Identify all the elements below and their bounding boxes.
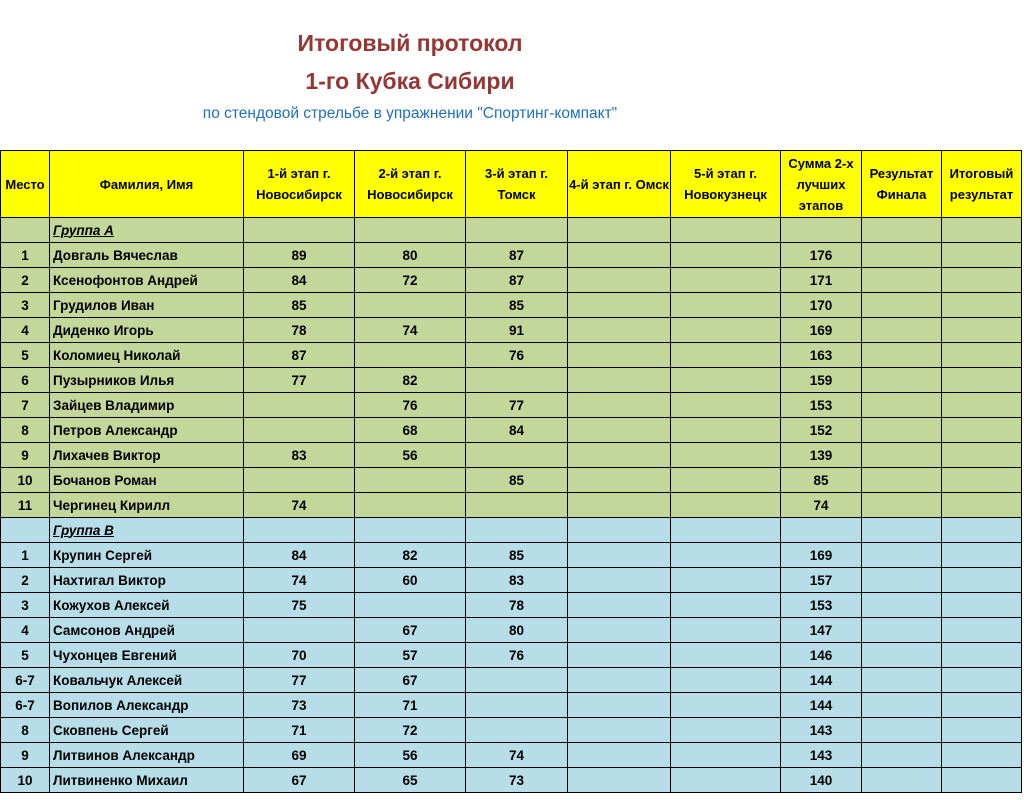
stage4-cell[interactable] <box>568 343 671 368</box>
place-cell[interactable]: 3 <box>1 293 50 318</box>
stage3-cell[interactable]: 85 <box>466 543 568 568</box>
stage3-cell[interactable] <box>466 693 568 718</box>
sum-cell[interactable]: 153 <box>781 393 862 418</box>
stage5-cell[interactable] <box>671 343 781 368</box>
stage5-cell[interactable] <box>671 718 781 743</box>
stage2-cell[interactable] <box>355 293 466 318</box>
stage3-cell[interactable]: 87 <box>466 268 568 293</box>
place-cell[interactable]: 1 <box>1 243 50 268</box>
empty-cell[interactable] <box>355 518 466 543</box>
stage2-cell[interactable] <box>355 468 466 493</box>
total-cell[interactable] <box>942 418 1022 443</box>
place-cell[interactable]: 9 <box>1 443 50 468</box>
col-header-stage4[interactable]: 4-й этап г. Омск <box>568 151 671 218</box>
final-cell[interactable] <box>862 393 942 418</box>
stage5-cell[interactable] <box>671 768 781 793</box>
stage3-cell[interactable] <box>466 368 568 393</box>
final-cell[interactable] <box>862 743 942 768</box>
stage3-cell[interactable]: 91 <box>466 318 568 343</box>
stage3-cell[interactable]: 73 <box>466 768 568 793</box>
empty-cell[interactable] <box>355 218 466 243</box>
stage5-cell[interactable] <box>671 293 781 318</box>
stage4-cell[interactable] <box>568 268 671 293</box>
stage1-cell[interactable]: 78 <box>244 318 355 343</box>
stage4-cell[interactable] <box>568 668 671 693</box>
results-table <box>0 150 1022 793</box>
table-row <box>1 718 1022 743</box>
stage2-cell[interactable] <box>355 493 466 518</box>
group-label-cell[interactable] <box>50 518 244 543</box>
col-header-total[interactable]: Итоговый результат <box>942 151 1022 218</box>
empty-cell[interactable] <box>1 518 50 543</box>
stage2-cell[interactable]: 72 <box>355 718 466 743</box>
total-cell[interactable] <box>942 668 1022 693</box>
stage4-cell[interactable] <box>568 643 671 668</box>
sum-cell[interactable]: 139 <box>781 443 862 468</box>
total-cell[interactable] <box>942 393 1022 418</box>
stage1-cell[interactable]: 77 <box>244 668 355 693</box>
stage5-cell[interactable] <box>671 393 781 418</box>
table-row <box>1 368 1022 393</box>
empty-cell[interactable] <box>671 218 781 243</box>
empty-cell[interactable] <box>942 518 1022 543</box>
final-cell[interactable] <box>862 368 942 393</box>
group-label-cell[interactable] <box>50 218 244 243</box>
group-label: Группа А <box>53 222 114 238</box>
name-cell[interactable]: Ксенофонтов Андрей <box>50 268 244 293</box>
name-cell[interactable]: Кожухов Алексей <box>50 593 244 618</box>
place-cell[interactable]: 8 <box>1 418 50 443</box>
sum-cell[interactable]: 169 <box>781 543 862 568</box>
sum-cell[interactable]: 146 <box>781 643 862 668</box>
title-block <box>0 0 1024 150</box>
table-body <box>1 218 1022 793</box>
stage2-cell[interactable]: 67 <box>355 668 466 693</box>
final-cell[interactable] <box>862 643 942 668</box>
stage3-cell[interactable] <box>466 718 568 743</box>
sum-cell[interactable]: 143 <box>781 718 862 743</box>
table-row <box>1 343 1022 368</box>
final-cell[interactable] <box>862 418 942 443</box>
total-cell[interactable] <box>942 568 1022 593</box>
stage4-cell[interactable] <box>568 443 671 468</box>
empty-cell[interactable] <box>568 518 671 543</box>
table-row <box>1 693 1022 718</box>
final-cell[interactable] <box>862 543 942 568</box>
name-cell[interactable]: Лихачев Виктор <box>50 443 244 468</box>
name-cell[interactable]: Грудилов Иван <box>50 293 244 318</box>
place-cell[interactable]: 10 <box>1 768 50 793</box>
empty-cell[interactable] <box>862 518 942 543</box>
sum-cell[interactable]: 144 <box>781 668 862 693</box>
stage4-cell[interactable] <box>568 768 671 793</box>
name-cell[interactable]: Зайцев Владимир <box>50 393 244 418</box>
place-cell[interactable]: 7 <box>1 393 50 418</box>
stage4-cell[interactable] <box>568 543 671 568</box>
final-cell[interactable] <box>862 293 942 318</box>
stage4-cell[interactable] <box>568 393 671 418</box>
total-cell[interactable] <box>942 318 1022 343</box>
empty-cell[interactable] <box>568 218 671 243</box>
col-header-sum[interactable]: Сумма 2-х лучших этапов <box>781 151 862 218</box>
empty-cell[interactable] <box>244 518 355 543</box>
empty-cell[interactable] <box>244 218 355 243</box>
place-cell[interactable]: 2 <box>1 268 50 293</box>
stage2-cell[interactable]: 60 <box>355 568 466 593</box>
stage3-cell[interactable]: 80 <box>466 618 568 643</box>
final-cell[interactable] <box>862 343 942 368</box>
final-cell[interactable] <box>862 243 942 268</box>
stage3-cell[interactable]: 87 <box>466 243 568 268</box>
stage4-cell[interactable] <box>568 418 671 443</box>
final-cell[interactable] <box>862 768 942 793</box>
stage1-cell[interactable]: 67 <box>244 768 355 793</box>
final-cell[interactable] <box>862 268 942 293</box>
table-row <box>1 618 1022 643</box>
place-cell[interactable]: 6 <box>1 368 50 393</box>
total-cell[interactable] <box>942 368 1022 393</box>
group-label: Группа В <box>53 522 114 538</box>
name-cell[interactable]: Коломиец Николай <box>50 343 244 368</box>
title-line-2: 1-го Кубка Сибири <box>305 68 515 94</box>
name-cell[interactable]: Довгаль Вячеслав <box>50 243 244 268</box>
total-cell[interactable] <box>942 293 1022 318</box>
stage5-cell[interactable] <box>671 643 781 668</box>
group-header-row <box>1 218 1022 243</box>
stage4-cell[interactable] <box>568 593 671 618</box>
name-cell[interactable]: Чухонцев Евгений <box>50 643 244 668</box>
final-cell[interactable] <box>862 693 942 718</box>
col-header-stage3[interactable]: 3-й этап г. Томск <box>466 151 568 218</box>
col-header-final[interactable]: Результат Финала <box>862 151 942 218</box>
group-header-row <box>1 518 1022 543</box>
name-cell[interactable]: Пузырников Илья <box>50 368 244 393</box>
name-cell[interactable]: Крупин Сергей <box>50 543 244 568</box>
stage1-cell[interactable] <box>244 418 355 443</box>
place-cell[interactable]: 5 <box>1 343 50 368</box>
sum-cell[interactable]: 176 <box>781 243 862 268</box>
final-cell[interactable] <box>862 443 942 468</box>
place-cell[interactable]: 8 <box>1 718 50 743</box>
stage1-cell[interactable]: 75 <box>244 593 355 618</box>
stage2-cell[interactable]: 56 <box>355 443 466 468</box>
stage2-cell[interactable]: 68 <box>355 418 466 443</box>
name-cell[interactable]: Литвиненко Михаил <box>50 768 244 793</box>
stage4-cell[interactable] <box>568 743 671 768</box>
stage4-cell[interactable] <box>568 468 671 493</box>
stage1-cell[interactable]: 74 <box>244 568 355 593</box>
stage1-cell[interactable]: 71 <box>244 718 355 743</box>
stage5-cell[interactable] <box>671 668 781 693</box>
name-cell[interactable]: Нахтигал Виктор <box>50 568 244 593</box>
stage5-cell[interactable] <box>671 418 781 443</box>
stage2-cell[interactable] <box>355 343 466 368</box>
sum-cell[interactable]: 169 <box>781 318 862 343</box>
table-row <box>1 668 1022 693</box>
stage4-cell[interactable] <box>568 718 671 743</box>
stage3-cell[interactable]: 85 <box>466 468 568 493</box>
sum-cell[interactable]: 152 <box>781 418 862 443</box>
name-cell[interactable]: Ковальчук Алексей <box>50 668 244 693</box>
table-row <box>1 768 1022 793</box>
stage5-cell[interactable] <box>671 743 781 768</box>
col-header-stage5[interactable]: 5-й этап г. Новокузнецк <box>671 151 781 218</box>
stage4-cell[interactable] <box>568 618 671 643</box>
stage2-cell[interactable]: 65 <box>355 768 466 793</box>
name-cell[interactable]: Чергинец Кирилл <box>50 493 244 518</box>
sum-cell[interactable]: 157 <box>781 568 862 593</box>
stage5-cell[interactable] <box>671 493 781 518</box>
table-row <box>1 643 1022 668</box>
sum-cell[interactable]: 153 <box>781 593 862 618</box>
table-row <box>1 418 1022 443</box>
final-cell[interactable] <box>862 493 942 518</box>
stage2-cell[interactable]: 72 <box>355 268 466 293</box>
stage2-cell[interactable]: 74 <box>355 318 466 343</box>
title-line-1: Итоговый протокол <box>297 30 523 56</box>
stage2-cell[interactable]: 71 <box>355 693 466 718</box>
header-row <box>1 151 1022 218</box>
total-cell[interactable] <box>942 593 1022 618</box>
stage1-cell[interactable]: 84 <box>244 543 355 568</box>
table-row <box>1 543 1022 568</box>
stage5-cell[interactable] <box>671 593 781 618</box>
place-cell[interactable]: 6-7 <box>1 668 50 693</box>
name-cell[interactable]: Вопилов Александр <box>50 693 244 718</box>
total-cell[interactable] <box>942 643 1022 668</box>
name-cell[interactable]: Бочанов Роман <box>50 468 244 493</box>
sum-cell[interactable]: 171 <box>781 268 862 293</box>
name-cell[interactable]: Диденко Игорь <box>50 318 244 343</box>
table-row <box>1 443 1022 468</box>
place-cell[interactable]: 4 <box>1 618 50 643</box>
place-cell[interactable]: 6-7 <box>1 693 50 718</box>
stage2-cell[interactable]: 80 <box>355 243 466 268</box>
total-cell[interactable] <box>942 268 1022 293</box>
name-cell[interactable]: Петров Александр <box>50 418 244 443</box>
table-row <box>1 568 1022 593</box>
stage3-cell[interactable]: 83 <box>466 568 568 593</box>
stage5-cell[interactable] <box>671 243 781 268</box>
name-cell[interactable]: Самсонов Андрей <box>50 618 244 643</box>
final-cell[interactable] <box>862 593 942 618</box>
stage2-cell[interactable]: 82 <box>355 543 466 568</box>
col-header-place[interactable]: Место <box>1 151 50 218</box>
sum-cell[interactable]: 140 <box>781 768 862 793</box>
place-cell[interactable]: 4 <box>1 318 50 343</box>
total-cell[interactable] <box>942 343 1022 368</box>
stage4-cell[interactable] <box>568 293 671 318</box>
stage2-cell[interactable] <box>355 593 466 618</box>
place-cell[interactable]: 9 <box>1 743 50 768</box>
stage1-cell[interactable]: 74 <box>244 493 355 518</box>
total-cell[interactable] <box>942 718 1022 743</box>
stage2-cell[interactable]: 56 <box>355 743 466 768</box>
place-cell[interactable]: 10 <box>1 468 50 493</box>
total-cell[interactable] <box>942 543 1022 568</box>
table-row <box>1 468 1022 493</box>
table-row <box>1 243 1022 268</box>
empty-cell[interactable] <box>781 218 862 243</box>
col-header-name[interactable]: Фамилия, Имя <box>50 151 244 218</box>
total-cell[interactable] <box>942 243 1022 268</box>
stage1-cell[interactable]: 77 <box>244 368 355 393</box>
empty-cell[interactable] <box>781 518 862 543</box>
stage1-cell[interactable]: 70 <box>244 643 355 668</box>
final-cell[interactable] <box>862 468 942 493</box>
stage1-cell[interactable] <box>244 618 355 643</box>
table-row <box>1 493 1022 518</box>
stage5-cell[interactable] <box>671 268 781 293</box>
sum-cell[interactable]: 147 <box>781 618 862 643</box>
stage4-cell[interactable] <box>568 318 671 343</box>
table-row <box>1 318 1022 343</box>
stage3-cell[interactable]: 78 <box>466 593 568 618</box>
table-row <box>1 393 1022 418</box>
stage3-cell[interactable]: 77 <box>466 393 568 418</box>
stage2-cell[interactable]: 82 <box>355 368 466 393</box>
stage1-cell[interactable]: 89 <box>244 243 355 268</box>
stage1-cell[interactable] <box>244 393 355 418</box>
place-cell[interactable]: 2 <box>1 568 50 593</box>
sum-cell[interactable]: 159 <box>781 368 862 393</box>
stage1-cell[interactable]: 69 <box>244 743 355 768</box>
stage5-cell[interactable] <box>671 543 781 568</box>
total-cell[interactable] <box>942 768 1022 793</box>
total-cell[interactable] <box>942 493 1022 518</box>
stage5-cell[interactable] <box>671 568 781 593</box>
final-cell[interactable] <box>862 318 942 343</box>
total-cell[interactable] <box>942 468 1022 493</box>
place-cell[interactable]: 3 <box>1 593 50 618</box>
empty-cell[interactable] <box>671 518 781 543</box>
stage5-cell[interactable] <box>671 618 781 643</box>
stage3-cell[interactable] <box>466 668 568 693</box>
stage3-cell[interactable]: 84 <box>466 418 568 443</box>
place-cell[interactable]: 1 <box>1 543 50 568</box>
sum-cell[interactable]: 144 <box>781 693 862 718</box>
table-row <box>1 268 1022 293</box>
stage4-cell[interactable] <box>568 243 671 268</box>
stage3-cell[interactable] <box>466 493 568 518</box>
empty-cell[interactable] <box>1 218 50 243</box>
final-cell[interactable] <box>862 668 942 693</box>
stage3-cell[interactable] <box>466 443 568 468</box>
col-header-stage1[interactable]: 1-й этап г. Новосибирск <box>244 151 355 218</box>
sum-cell[interactable]: 143 <box>781 743 862 768</box>
stage3-cell[interactable]: 85 <box>466 293 568 318</box>
sum-cell[interactable]: 74 <box>781 493 862 518</box>
stage1-cell[interactable] <box>244 468 355 493</box>
name-cell[interactable]: Сковпень Сергей <box>50 718 244 743</box>
stage4-cell[interactable] <box>568 568 671 593</box>
stage4-cell[interactable] <box>568 693 671 718</box>
empty-cell[interactable] <box>466 218 568 243</box>
empty-cell[interactable] <box>942 218 1022 243</box>
subtitle: по стендовой стрельбе в упражнении "Спортинг-компакт" <box>202 105 618 122</box>
stage2-cell[interactable]: 76 <box>355 393 466 418</box>
final-cell[interactable] <box>862 568 942 593</box>
stage4-cell[interactable] <box>568 368 671 393</box>
table-row <box>1 743 1022 768</box>
sum-cell[interactable]: 170 <box>781 293 862 318</box>
sum-cell[interactable]: 163 <box>781 343 862 368</box>
final-cell[interactable] <box>862 618 942 643</box>
stage3-cell[interactable]: 76 <box>466 643 568 668</box>
empty-cell[interactable] <box>862 218 942 243</box>
place-cell[interactable]: 11 <box>1 493 50 518</box>
stage1-cell[interactable]: 83 <box>244 443 355 468</box>
stage2-cell[interactable]: 67 <box>355 618 466 643</box>
stage3-cell[interactable]: 74 <box>466 743 568 768</box>
name-cell[interactable]: Литвинов Александр <box>50 743 244 768</box>
stage5-cell[interactable] <box>671 318 781 343</box>
stage2-cell[interactable]: 57 <box>355 643 466 668</box>
table-row <box>1 293 1022 318</box>
stage5-cell[interactable] <box>671 368 781 393</box>
stage1-cell[interactable]: 73 <box>244 693 355 718</box>
total-cell[interactable] <box>942 618 1022 643</box>
sum-cell[interactable]: 85 <box>781 468 862 493</box>
place-cell[interactable]: 5 <box>1 643 50 668</box>
empty-cell[interactable] <box>466 518 568 543</box>
stage5-cell[interactable] <box>671 693 781 718</box>
total-cell[interactable] <box>942 693 1022 718</box>
stage4-cell[interactable] <box>568 493 671 518</box>
total-cell[interactable] <box>942 743 1022 768</box>
stage5-cell[interactable] <box>671 468 781 493</box>
stage3-cell[interactable]: 76 <box>466 343 568 368</box>
final-cell[interactable] <box>862 718 942 743</box>
stage5-cell[interactable] <box>671 443 781 468</box>
total-cell[interactable] <box>942 443 1022 468</box>
table-row <box>1 593 1022 618</box>
stage1-cell[interactable]: 87 <box>244 343 355 368</box>
stage1-cell[interactable]: 85 <box>244 293 355 318</box>
col-header-stage2[interactable]: 2-й этап г. Новосибирск <box>355 151 466 218</box>
stage1-cell[interactable]: 84 <box>244 268 355 293</box>
